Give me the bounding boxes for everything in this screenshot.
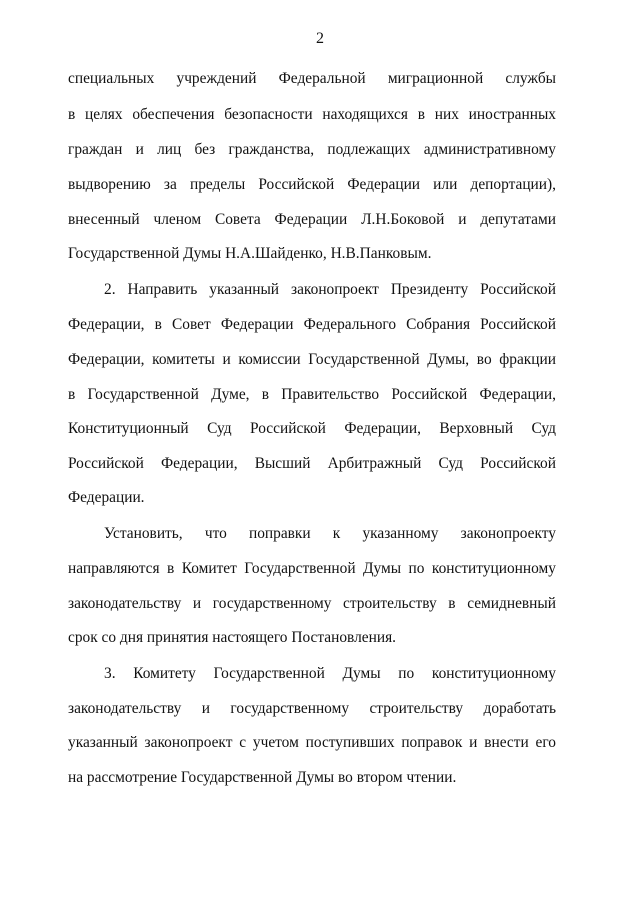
paragraph-2-line-2: Федерации, в Совет Федерации Федерального Собрания Российской (68, 316, 556, 333)
paragraph-3-line-1: Установить, что поправки к указанному законопроекту (104, 525, 556, 542)
paragraph-1-line-2: в целях обеспечения безопасности находящихся в них иностранных (68, 106, 556, 123)
paragraph-1-line-6: Государственной Думы Н.А.Шайденко, Н.В.Панковым. (68, 245, 432, 262)
paragraph-3-line-2: направляются в Комитет Государственной Думы по конституционному (68, 560, 556, 577)
paragraph-2-line-4: в Государственной Думе, в Правительство Российской Федерации, (68, 386, 556, 403)
paragraph-2-line-1: 2. Направить указанный законопроект Президенту Российской (104, 281, 556, 298)
page-number: 2 (316, 30, 324, 47)
paragraph-1-line-4: выдворению за пределы Российской Федерации или депортации), (68, 176, 556, 193)
paragraph-1-line-5: внесенный членом Совета Федерации Л.Н.Боковой и депутатами (68, 211, 556, 228)
paragraph-4-line-3: указанный законопроект с учетом поступивших поправок и внести его (68, 734, 556, 751)
paragraph-4-line-1: 3. Комитету Государственной Думы по конституционному (104, 665, 556, 682)
paragraph-2-line-6: Российской Федерации, Высший Арбитражный Суд Российской (68, 455, 556, 472)
paragraph-1-line-3: граждан и лиц без гражданства, подлежащих административному (68, 141, 556, 158)
paragraph-3-line-3: законодательству и государственному строительству в семидневный (68, 595, 556, 612)
paragraph-4-line-2: законодательству и государственному строительству доработать (68, 700, 556, 717)
paragraph-2-line-7: Федерации. (68, 489, 145, 506)
paragraph-4-line-4: на рассмотрение Государственной Думы во втором чтении. (68, 769, 457, 786)
paragraph-2-line-3: Федерации, комитеты и комиссии Государственной Думы, во фракции (68, 351, 556, 368)
paragraph-3-line-4: срок со дня принятия настоящего Постановления. (68, 629, 397, 646)
paragraph-2-line-5: Конституционный Суд Российской Федерации, Верховный Суд (68, 420, 556, 437)
paragraph-1-line-1: специальных учреждений Федеральной миграционной службы (68, 70, 556, 87)
